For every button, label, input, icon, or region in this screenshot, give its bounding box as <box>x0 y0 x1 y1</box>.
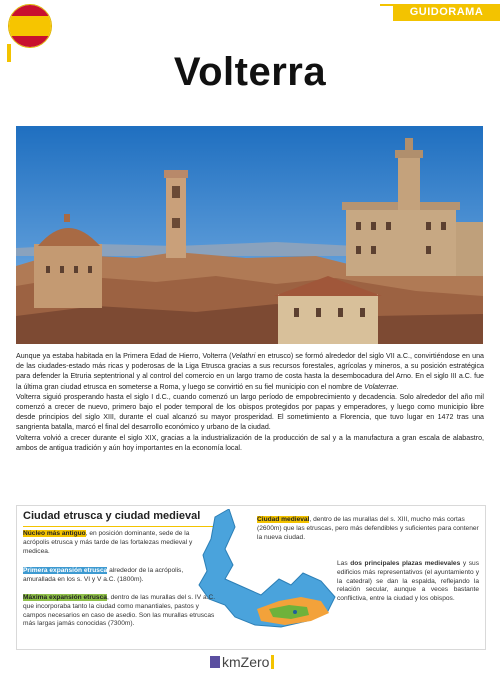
intro-paragraph-1: Aunque ya estaba habitada en la Primera Edad de Hierro, Volterra (Velathri en etrusco) se formó alrededor del siglo VII a.C., convirtiéndose en una de las ciudades-estado más ricas y poderosas de la Liga Etrusca gracias a sus recursos forestales, agrícolas y mineros, a su posición estratégica para defender la Etruria septentrional y al control del comercio en un largo tramo de costa hasta la desembocadura del Arno. En el siglo III a.C. fue la última gran ciudad etrusca en someterse a Roma, y luego se convirtió en su fiel municipio con el nombre de Volaterrae. <box>16 352 484 391</box>
maxima-label: Máxima expansión etrusca <box>23 594 107 601</box>
logo-bar-icon <box>271 655 274 669</box>
nucleo-description: Núcleo más antiguo, en posición dominante, sede de la acrópolis etrusca y más tarde de las fortalezas medieval y medicea. <box>23 530 193 555</box>
guide-label: GUIDORAMA <box>393 4 500 21</box>
medieval-description: Ciudad medieval, dentro de las murallas del s. XIII, mucho más cortas (2600m) que las etruscas, pero más defendibles y suficientes para contener la nueva ciudad. <box>257 516 479 541</box>
primera-label: Primera expansión etrusca <box>23 567 108 574</box>
medieval-label: Ciudad medieval <box>257 516 310 523</box>
plazas-description: Las dos principales plazas medievales y sus edificios más representativos (el ayuntamiento y la catedral) se dan la espalda, reflejando la relación secular, aunque a veces bastante conflictiva, entre la ciudad y los obispos. <box>337 560 480 603</box>
intro-text <box>16 351 484 453</box>
publisher-logo: kmZero <box>210 653 274 671</box>
page-title: Volterra <box>173 50 327 94</box>
box-title-underline <box>23 526 213 527</box>
city-photo <box>16 126 483 344</box>
logo-mark-icon <box>210 656 220 668</box>
city-map-box <box>16 505 486 650</box>
nucleo-label: Núcleo más antiguo <box>23 530 86 537</box>
intro-paragraph-3: Volterra volvió a crecer durante el siglo XIX, gracias a la industrialización de la producción de sal y a la manufactura a gran escala de alabastro, ambos de antigua tradición y aún hoy importantes en la economía local. <box>16 433 484 452</box>
primera-description: Primera expansión etrusca alrededor de la acrópolis, amurallada en los s. VI y V a.C. (1800m). <box>23 567 184 583</box>
maxima-description: Máxima expansión etrusca, dentro de las murallas del s. IV a.C. que incorporaba tanto la ciudad como manantiales, pastos y campos necesarios en caso de asedio. Son las murallas etruscas más largas jamás conocidas (7300m). <box>23 594 216 628</box>
box-title: Ciudad etrusca y ciudad medieval <box>23 510 201 522</box>
spain-flag-icon <box>8 4 52 48</box>
intro-paragraph-2: Volterra siguió prosperando hasta el siglo I d.C., cuando comenzó un largo período de empobrecimiento y decadencia. Solo alrededor del año mil comenzó a crecer de nuevo, primero bajo el poder temporal de los obispos protegidos por papas y emperadores, y luego como municipio libre desde principios del siglo XIII, durante el cual alcanzó su mayor prosperidad. El sometimiento a Florencia, que tuvo lugar en 1472 tras una sangrienta batalla, marcó el final del desarrollo económico y urbano de la ciudad. <box>16 392 484 432</box>
